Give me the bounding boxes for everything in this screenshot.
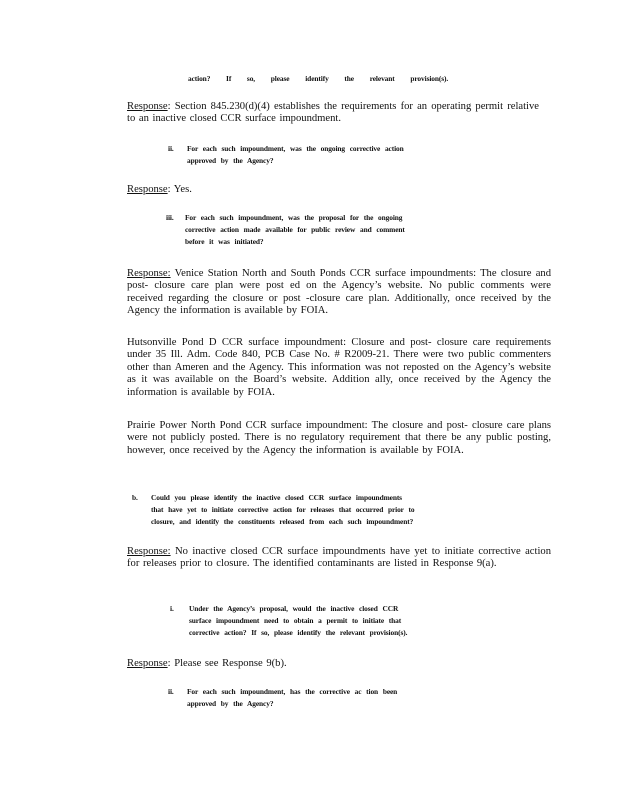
question-line: For each such impoundment, has the corrective ac tion been — [187, 687, 398, 696]
question-i — [170, 603, 510, 639]
question-number: i. — [170, 604, 174, 613]
response-text: : Yes. — [167, 184, 192, 195]
question-b — [132, 492, 532, 528]
question-line: that have yet to initiate corrective action for releases that occurred prior to — [151, 505, 415, 514]
response-1 — [127, 101, 539, 126]
question-line: For each such impoundment, was the proposal for the ongoing — [185, 213, 403, 222]
response-2 — [127, 184, 539, 196]
paragraph-prairie-power — [127, 420, 551, 457]
response-text: No inactive closed CCR surface impoundments have yet to initiate corrective action for releases prior to closure. The identified contaminants are listed in Response 9(a). — [127, 546, 551, 570]
question-line: approved by the Agency? — [187, 699, 274, 708]
paragraph-hutsonville — [127, 337, 551, 399]
response-label: Response: — [127, 268, 171, 279]
question-line: surface impoundment need to obtain a permit to initiate that — [189, 616, 402, 625]
question-text: action? If so, please identify the relevant provision(s). — [188, 74, 449, 83]
question-line: corrective action? If so, please identify the relevant provision(s). — [189, 628, 408, 637]
response-3 — [127, 268, 551, 318]
response-text: Venice Station North and South Ponds CCR surface impoundments: The closure and post- closure care plan were post ed on the Agency’s website. No public comments were received regarding the closure or post -closure care plan. Additionally, once received by the Agency the information is available by FOIA. — [127, 268, 551, 317]
paragraph-text: Hutsonville Pond D CCR surface impoundment: Closure and post- closure care requirements under 35 Ill. Adm. Code 840, PCB Case No. # R2009-21. There were two public commenters other than Ameren and the Agency. This information was not reposted on the Agency’s website as it was available on the Board’s website. Addition ally, once received by the Agency the information is available by FOIA. — [127, 337, 551, 398]
question-number: b. — [132, 493, 138, 502]
response-4 — [127, 546, 551, 571]
response-label: Response — [127, 658, 168, 669]
question-line: closure, and identify the constituents released from each such impoundment? — [151, 517, 414, 526]
question-number: ii. — [168, 144, 174, 153]
response-text: : Please see Response 9(b). — [167, 658, 287, 669]
question-line: Under the Agency’s proposal, would the inactive closed CCR — [189, 604, 399, 613]
response-label: Response — [127, 184, 168, 195]
question-line: Could you please identify the inactive closed CCR surface impoundments — [151, 493, 402, 502]
question-iii — [166, 212, 506, 248]
question-line: approved by the Agency? — [187, 156, 274, 165]
question-ii-corrective — [168, 686, 508, 710]
question-line: before it was initiated? — [185, 237, 264, 246]
question-number: iii. — [166, 213, 174, 222]
question-ii-approved — [168, 143, 508, 167]
response-label: Response: — [127, 546, 171, 557]
question-number: ii. — [168, 687, 174, 696]
question-continuation — [188, 73, 448, 85]
paragraph-text: Prairie Power North Pond CCR surface impoundment: The closure and post- closure care plans were not publicly posted. There is no regulatory requirement that there be any public posting, however, once received by the Agency the information is available by FOIA. — [127, 420, 551, 456]
response-text: : Section 845.230(d)(4) establishes the requirements for an operating permit relative to an inactive closed CCR surface impoundment. — [127, 101, 539, 125]
response-5 — [127, 658, 539, 670]
question-line: For each such impoundment, was the ongoing corrective action — [187, 144, 404, 153]
response-label: Response — [127, 101, 168, 112]
question-line: corrective action made available for public review and comment — [185, 225, 405, 234]
